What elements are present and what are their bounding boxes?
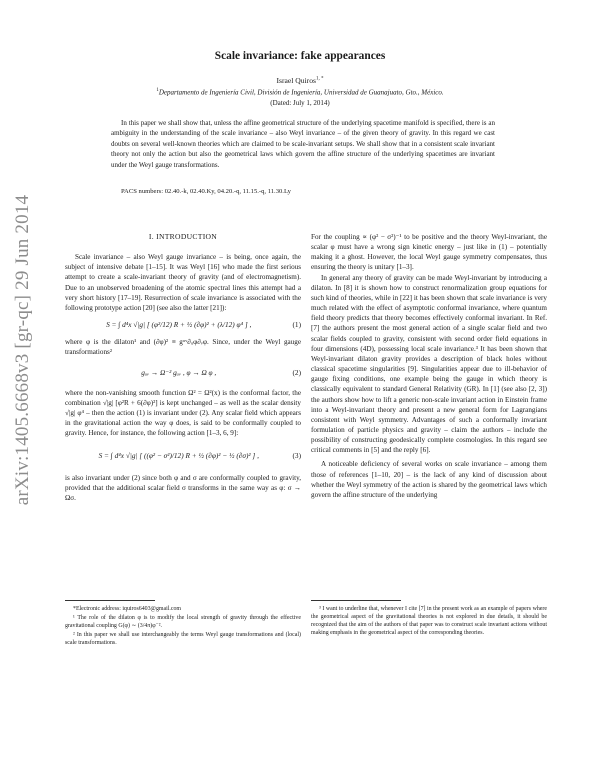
equation-1 — [65, 320, 301, 330]
affiliation: Departamento de Ingeniería Civil, División de Ingeniería, Universidad de Guanajuato, Gto., México. — [158, 88, 444, 97]
paragraph: Scale invariance – also Weyl gauge invariance – is being, once again, the subject of intensive debate [1–15]. It was Weyl [16] who made the first serious attempt to create a scale-invariant theory of gravity (and of electromagnetism). Due to an unobserved broadening of the atomic spectral lines this attempt had a very short history [17–19]. Resurrection of scale invariance is associated with the following prototype action [20] (see also the latter [21]): — [65, 253, 301, 312]
equation-3 — [65, 451, 301, 461]
author-line — [0, 76, 600, 85]
equation-body: S = ∫ d⁴x √|g| [ (φ²/12) R + ½ (∂φ)² + (λ/12) φ⁴ ] , — [106, 320, 252, 330]
paragraph: where φ is the dilaton¹ and (∂φ)² ≡ gᵘᵛ∂ᵤφ∂ᵥφ. Since, under the Weyl gauge transformations² — [65, 338, 301, 357]
paragraph: A noticeable deficiency of several works on scale invariance – among them those of references [1–10, 20] – is the lack of any kind of discussion about whether the Weyl symmetry of the action is shared by the geometrical laws which govern the affine structure of the underlying — [311, 460, 547, 499]
footnotes-left — [65, 600, 301, 648]
equation-number: (2) — [292, 367, 301, 377]
footnote-email: *Electronic address: iquiros6403@gmail.com — [73, 606, 181, 612]
equation-number: (3) — [292, 450, 301, 460]
abstract: In this paper we shall show that, unless the affine geometrical structure of the underlying spacetime manifold is specified, there is an ambiguity in the understanding of the scale invariance – also Weyl invariance – of the given theory of gravity. In this regard we cast doubts on several well-known theories which are claimed to be scale-invariant setups. We shall show that in a consistent scale invariant theory not only the action but also the geometrical laws which govern the affine structure of the underlying spacetimes are invariant under the Weyl gauge transformations. — [111, 119, 495, 169]
pacs-numbers: PACS numbers: 02.40.-k, 02.40.Ky, 04.20.-q, 11.15.-q, 11.30.Ly — [121, 188, 291, 195]
dated: (Dated: July 1, 2014) — [270, 99, 330, 107]
footnote: ¹ The role of the dilaton φ is to modify the local strength of gravity through the effective gravitational coupling G(φ) ∼ (3/4π)φ⁻². — [65, 615, 301, 630]
paragraph: where the non-vanishing smooth function Ω² = Ω²(x) is the conformal factor, the combination √|g| [φ²R + 6(∂φ)²] is kept unchanged – as well as the scalar density √|g| φ⁴ – then the action (1) is invariant under (2). Any scalar field which appears in the gravitational action the way φ does, is said to be conformally coupled to gravity. Hence, for instance, the following action [1–3, 6, 9]: — [65, 388, 301, 438]
footnote-rule — [311, 600, 401, 601]
section-heading: I. INTRODUCTION — [148, 232, 218, 241]
author-name: Israel Quiros — [276, 76, 316, 85]
footnote-rule — [65, 600, 155, 601]
footnote: ² In this paper we shall use interchangeably the terms Weyl gauge transformations and (local) scale transformations. — [65, 632, 301, 647]
right-column — [311, 232, 547, 500]
equation-body: S = ∫ d⁴x √|g| [ ((φ² − σ²)/12) R + ½ (∂φ)² − ½ (∂σ)² ] , — [98, 450, 259, 460]
paper-title: Scale invariance: fake appearances — [214, 50, 386, 62]
equation-number: (1) — [292, 320, 301, 330]
paragraph: For the coupling ∝ (φ² − σ²)⁻¹ to be positive and the theory Weyl-invariant, the scalar φ must have a wrong sign kinetic energy – just like in (1) – potentially making it a ghost. However, the local Weyl gauge symmetry compensates, thus ensuring the theory is unitary [1–3]. — [311, 233, 547, 272]
footnote: ³ I want to underline that, whenever I cite [7] in the present work as an example of papers where the geometrical aspect of the gravitational theories is not explored in due details, it should be recognized that the aim of the authors of that paper was to construct scale invariant actions without making emphasis in the geometrical aspect of the corresponding theories. — [311, 606, 547, 637]
paragraph: In general any theory of gravity can be made Weyl-invariant by introducing a dilaton. In [8] it is shown how to construct renormalization group equations for such kind of theories, while in [22] it has been shown that scale invariance is very much related with the effect of asymptotic conformal invariance, where quantum field theory predicts that theory becomes effectively conformal invariant. In Ref. [7] the authors present the most general action of a single scalar field and two scalar fields coupled to gravity, consistent with second order field equations in four dimensions (4D), possessing local scale invariance.³ It has been shown that Weyl-invariant dilaton gravity provides a description of black holes without classical spacetime singularities [9]. Singularities appear due to ill-behavior of gauge fixing conditions, one example being the gauge in which theory is classically equivalent to standard General Relativity (GR). In [1] (see also [2, 3]) the authors show how to lift a generic non-scale invariant action in Einstein frame into a Weyl-invariant theory and present a new general form for Lagrangians consistent with Weyl symmetry. Advantages of such a conformally invariant formulation of particle physics and gravity – claim the authors – include the possibility of constructing geodesically complete cosmologies. In this regard see critical comments in [5] and the reply [6]. — [311, 273, 547, 455]
author-marks: 1, * — [315, 76, 324, 82]
footnotes-right — [311, 600, 547, 638]
equation-2 — [65, 368, 301, 378]
affiliation-mark: 1 — [156, 88, 159, 93]
arxiv-identifier: arXiv:1405.6668v3 [gr-qc] 29 Jun 2014 — [12, 194, 33, 506]
affiliation-line — [0, 88, 600, 96]
arxiv-sidebar — [6, 190, 40, 510]
paragraph: is also invariant under (2) since both φ and σ are conformally coupled to gravity, provided that the additional scalar field σ transforms in the same way as φ: σ → Ωσ. — [65, 473, 301, 502]
equation-body: gᵤᵥ → Ω⁻² gᵤᵥ , φ → Ω φ , — [141, 367, 217, 377]
left-column — [65, 232, 301, 503]
